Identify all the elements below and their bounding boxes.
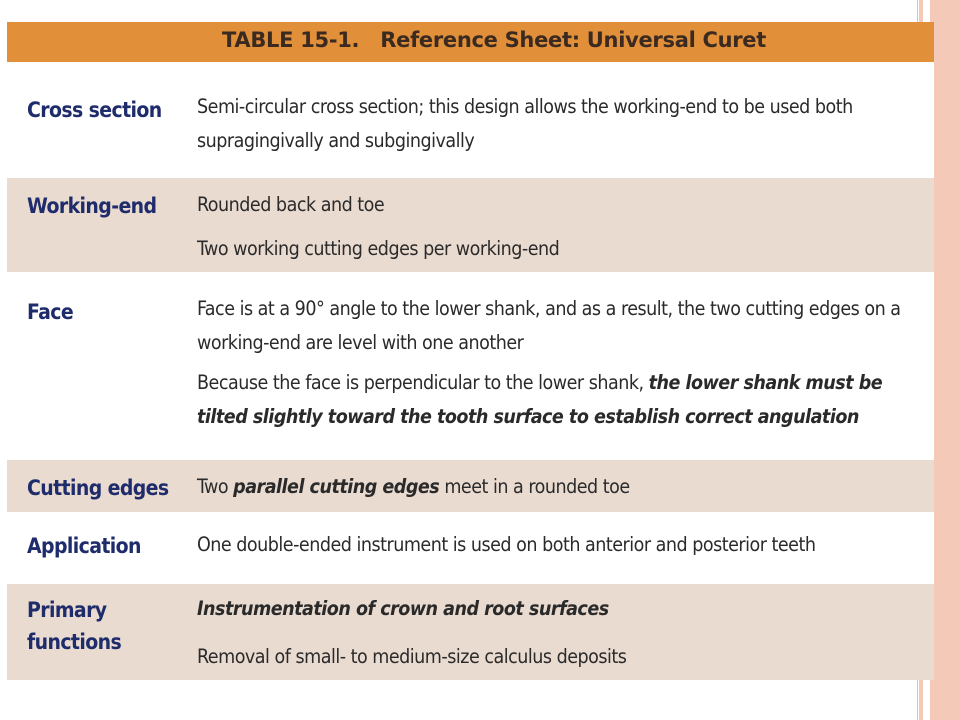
row-term: Face <box>27 300 74 324</box>
table-title: TABLE 15-1. Reference Sheet: Universal Curet <box>222 28 766 52</box>
description-line: Face is at a 90° angle to the lower shank, and as a result, the two cutting edges on a working-end are level with one another <box>197 297 901 354</box>
row-description <box>197 292 922 434</box>
row-term: Cutting edges <box>27 476 169 500</box>
description-line: Two working cutting edges per working-end <box>197 237 560 260</box>
row-description <box>197 90 922 158</box>
description-emphasis: Instrumentation of crown and root surfaces <box>197 597 609 620</box>
border-stripe-outer <box>930 0 960 720</box>
row-description <box>197 470 922 504</box>
row-term: Cross section <box>27 98 162 122</box>
row-description <box>197 528 922 562</box>
description-emphasis: parallel cutting edges <box>233 475 440 498</box>
row-term: Working-end <box>27 194 157 218</box>
description-emphasis: the lower shank must be tilted slightly toward the tooth surface to establish correct angulation <box>197 371 883 428</box>
row-term: Application <box>27 534 141 558</box>
table-row <box>7 178 934 272</box>
description-line <box>197 366 922 434</box>
table-row <box>7 460 934 512</box>
reference-table <box>7 22 934 680</box>
row-description <box>197 592 922 674</box>
description-line: Rounded back and toe <box>197 193 385 216</box>
description-line: Semi-circular cross section; this design allows the working-end to be used both supragingivally and subgingivally <box>197 95 853 152</box>
table-row <box>7 62 934 178</box>
table-row <box>7 512 934 584</box>
description-line: One double-ended instrument is used on both anterior and posterior teeth <box>197 533 816 556</box>
table-title-bar <box>7 22 934 62</box>
description-plain: Two <box>197 475 234 498</box>
description-plain: meet in a rounded toe <box>439 475 630 498</box>
description-plain: Because the face is perpendicular to the lower shank, <box>197 371 649 394</box>
table-row <box>7 584 934 680</box>
description-line: Removal of small- to medium-size calculus deposits <box>197 645 627 668</box>
row-description <box>197 188 922 266</box>
table-row <box>7 272 934 460</box>
description-line <box>197 470 922 504</box>
row-term: Primary functions <box>27 598 122 654</box>
